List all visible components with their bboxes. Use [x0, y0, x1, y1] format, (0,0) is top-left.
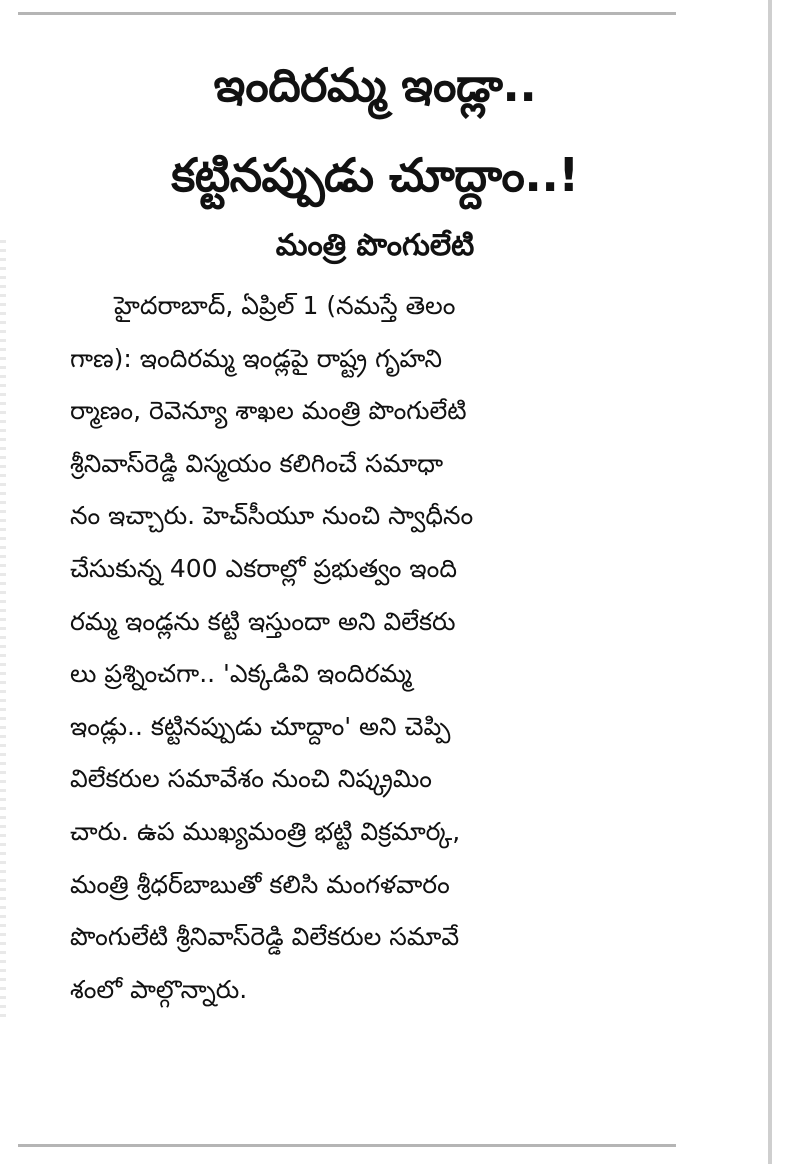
body-line: ర్మాణం, రెవెన్యూ శాఖల మంత్రి పొంగులేటి [70, 396, 467, 426]
body-line: శంలో పాల్గొన్నారు. [70, 974, 248, 1004]
body-line: హైదరాబాద్, ఏప్రిల్ 1 (నమస్తే తెలం [114, 291, 456, 320]
body-line: చారు. ఉప ముఖ్యమంత్రి భట్టి విక్రమార్క, [70, 816, 461, 846]
body-line: ఇండ్లు.. కట్టినప్పుడు చూద్దాం' అని చెప్పి [70, 711, 451, 741]
body-line: రమ్మ ఇండ్లను కట్టి ఇస్తుందా అని విలేకరు [70, 606, 456, 636]
top-rule [18, 12, 676, 15]
headline-line-2: కట్టినప్పుడు చూద్దాం..! [171, 148, 579, 202]
article-body [70, 280, 680, 1016]
news-article [70, 40, 680, 1016]
body-line: శ్రీనివాస్‌రెడ్డి విస్మయం కలిగించే సమాధా [70, 448, 444, 478]
body-line: లు ప్రశ్నించగా.. 'ఎక్కడివి ఇందిరమ్మ [70, 659, 412, 689]
body-line: చేసుకున్న 400 ఎకరాల్లో ప్రభుత్వం ఇంది [70, 553, 457, 583]
body-line: గాణ): ఇందిరమ్మ ఇండ్లపై రాష్ట్ర గృహని [70, 343, 443, 373]
left-edge-bleed [0, 240, 6, 1020]
bottom-rule [18, 1144, 676, 1147]
body-line: పొంగులేటి శ్రీనివాస్‌రెడ్డి విలేకరుల సమావే [70, 922, 460, 952]
body-line: నం ఇచ్చారు. హెచ్‌సీయూ నుంచి స్వాధీనం [70, 501, 474, 531]
body-line: మంత్రి శ్రీధర్‌బాబుతో కలిసి మంగళవారం [70, 869, 450, 899]
body-line: విలేకరుల సమావేశం నుంచి నిష్క్రమిం [70, 764, 432, 794]
headline-line-1: ఇందిరమ్మ ఇండ్లా.. [213, 58, 537, 112]
subheadline: మంత్రి పొంగులేటి [275, 228, 475, 263]
column-divider [768, 0, 772, 1164]
